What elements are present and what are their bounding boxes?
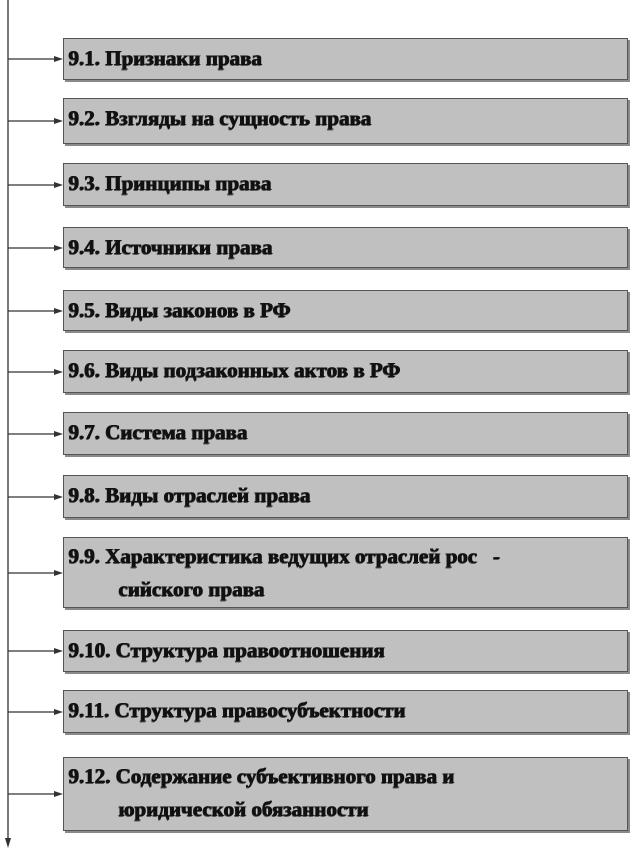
arrowhead [54, 570, 63, 576]
arrowhead [54, 56, 63, 62]
trunk-arrowhead [5, 838, 11, 848]
arrowhead [54, 308, 63, 314]
topic-box [63, 98, 628, 144]
topic-label-continued: сийского права [118, 577, 265, 601]
topic-label: 9.6. Виды подзаконных актов в РФ [68, 358, 400, 382]
arrowhead [54, 431, 63, 437]
topic-label: 9.4. Источники права [68, 235, 273, 259]
arrowhead [54, 182, 63, 188]
topic-label: 9.5. Виды законов в РФ [68, 298, 291, 322]
topic-label: 9.9. Характеристика ведущих отраслей рос - [68, 544, 500, 568]
topic-box [63, 475, 628, 518]
topic-label: 9.11. Структура правосубъектности [68, 698, 406, 722]
topic-box [63, 537, 628, 608]
topic-box [63, 690, 628, 733]
topic-box [63, 163, 628, 206]
arrowhead [54, 494, 63, 500]
topic-label: 9.3. Принципы права [68, 171, 272, 195]
arrowhead [54, 245, 63, 251]
topic-box [63, 757, 628, 831]
topic-box [63, 412, 628, 455]
arrowhead [54, 118, 63, 124]
topic-box [63, 630, 628, 672]
arrowhead [54, 709, 63, 715]
topic-box [63, 227, 628, 268]
topic-label: 9.12. Содержание субъективного права и [68, 764, 454, 788]
topic-label-continued: юридической обязанности [118, 797, 369, 821]
topic-box [63, 38, 628, 80]
topic-box [63, 350, 628, 393]
arrowhead [54, 791, 63, 797]
topic-label: 9.10. Структура правоотношения [68, 638, 385, 662]
topic-label: 9.7. Система права [68, 420, 248, 444]
topic-box [63, 290, 628, 331]
topic-label: 9.2. Взгляды на сущность права [68, 106, 371, 130]
arrowhead [54, 648, 63, 654]
topic-label: 9.1. Признаки права [68, 46, 262, 70]
topic-label: 9.8. Виды отраслей права [68, 483, 310, 507]
arrowhead [54, 369, 63, 375]
